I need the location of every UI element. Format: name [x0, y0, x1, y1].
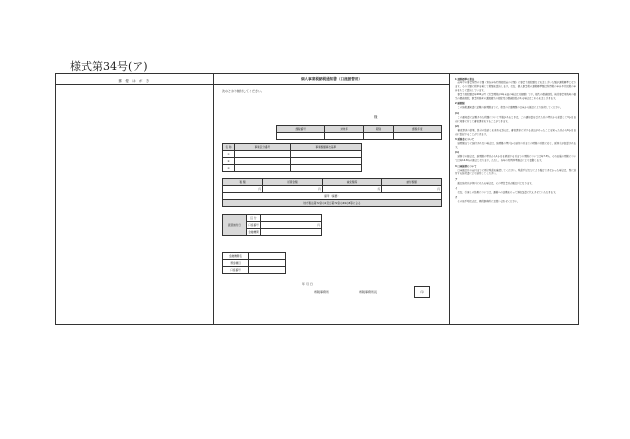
title-divider	[214, 84, 449, 85]
explanation-paragraph: なお、引落しの結果については、通帳への記載をもって領収証書に代えさせていただきます。	[457, 191, 558, 195]
bank-cell	[249, 267, 286, 274]
postcard-label: 郵 便 は が き	[118, 79, 151, 83]
explanation-heading: 2 納期限	[455, 102, 465, 106]
transfer-sub-label: 区 分	[247, 215, 261, 222]
business-cell	[235, 151, 291, 158]
explanation-paragraph: 延滞金の割合は、納期限の翌日から1か月を経過する日までの期間については年7.3％、それ以後の期間については年14.6％の割合となります。ただし、各年の特例基準割合により変動します。	[455, 155, 576, 163]
business-header: 事業区分番号	[235, 144, 291, 151]
tax-info-cell	[277, 133, 325, 140]
tax-info-header: 課税番号	[277, 126, 325, 133]
bank-label: 口座番号	[223, 267, 249, 274]
business-cell	[290, 151, 361, 158]
tax-info-header: 期別	[364, 126, 394, 133]
explanation-paragraph: 納期限までに納付されない場合は、納期限の翌日から納付の日までの期間の日数に応じ、延滞金が加算されます。	[455, 142, 576, 149]
amount-header: 納付税額	[382, 179, 442, 186]
amount-cell-reduction: 円	[322, 186, 382, 193]
explanation-paragraph: 審査請求の結果、処分の取消しを求める訴えは、審査請求に対する裁決があったことを知った日から6か月以内に提起することができます。	[455, 128, 576, 136]
business-table	[222, 143, 362, 172]
transfer-header: 振替納付日	[223, 215, 247, 236]
business-row-mark: ②	[223, 158, 235, 165]
notice-title: 個人事業税納税通知書（口座振替用）	[300, 77, 363, 81]
transfer-cell	[261, 215, 322, 222]
amount-header: 税 額	[223, 179, 263, 186]
explanation-paragraph: 事業主控除額は年290万円（営業期間が1年未満の場合は月割額）です。損失の繰越控除、被災事業用資産の損失の繰越控除、事業用資産の譲渡損失の控除及び繰越控除がある場合はこれらを差し引きます。	[455, 93, 576, 101]
explanation-paragraph: その他不明な点は、県税事務所にお問い合わせください。	[457, 200, 520, 204]
business-cell	[290, 165, 361, 172]
business-row-mark: ①	[223, 151, 235, 158]
explanation-heading: イ	[455, 187, 458, 191]
issuer-officer: 県税事務所長	[359, 290, 378, 294]
recipient-honorific: 様	[374, 115, 378, 119]
tax-info-header: 対象年	[325, 126, 364, 133]
remarks-label: 備考（摘要）	[223, 193, 442, 200]
transfer-cell	[261, 229, 322, 236]
explanation-heading: 1 課税標準の算出	[455, 77, 475, 81]
explanation-heading: (2)	[455, 124, 459, 128]
explanation-text	[455, 76, 576, 204]
explanation-heading: 3 延滞金について	[455, 138, 475, 142]
explanation-paragraph: 前年中の事業所得の金額（青色申告特別控除前の金額）に事業主控除額などを差し引いた額が課税標準となります。その金額に税率を乗じて税額を算出します。なお、個人事業税の課税標準額は所得税の申告や住民税の申告をもとに算出しています。	[455, 81, 576, 93]
business-header: 事業税額算出基準	[290, 144, 361, 151]
business-row-mark: ③	[223, 165, 235, 172]
postcard-sheet	[55, 73, 579, 325]
explanation-paragraph: 振替納付日が休日にあたる場合は、その翌営業日が振替日となります。	[457, 181, 534, 185]
explanation-heading: ウ	[455, 196, 458, 200]
transfer-amount: 円	[261, 222, 322, 229]
tax-info-cell	[325, 133, 364, 140]
business-cell	[235, 158, 291, 165]
explanation-heading: (1)	[455, 111, 459, 115]
explanation-heading: ア	[455, 177, 458, 181]
amount-cell-total: 円	[382, 186, 442, 193]
amount-header: 延滞金額	[263, 179, 323, 186]
notice-intro: 次のとおり納付してください。	[222, 89, 265, 93]
bank-table	[222, 252, 286, 274]
official-seal-box: 印	[414, 286, 430, 298]
explanation-paragraph: この納税通知書に記載の納期限までに、指定の金融機関の口座から振替により納付してください。	[457, 106, 563, 110]
explanation-panel	[450, 74, 580, 324]
bank-label: 金融機関名	[223, 253, 249, 260]
business-cell	[235, 165, 291, 172]
business-cell	[290, 158, 361, 165]
bank-label: 預金種目	[223, 260, 249, 267]
transfer-sub-label: 金融機関	[247, 229, 261, 236]
form-label: 様式第34号(ア)	[70, 60, 148, 73]
bank-cell	[249, 253, 286, 260]
legal-basis-note: 地方税法第72条の2及び第72条の49の8等による	[223, 200, 442, 207]
issue-date: 年 月 日	[302, 282, 313, 286]
tax-info-cell	[364, 133, 394, 140]
tax-info-header: 課税年度	[393, 126, 441, 133]
explanation-heading: 4 口座振替について	[455, 164, 477, 168]
amount-cell-late: 円	[263, 186, 323, 193]
business-header: 名 称	[223, 144, 235, 151]
amount-cell-tax: 円	[223, 186, 263, 193]
transfer-table	[222, 214, 322, 236]
bank-cell	[249, 260, 286, 267]
amount-header: 減免額等	[322, 179, 382, 186]
tax-info-table	[276, 125, 442, 140]
transfer-sub-label: 口座番号	[247, 222, 261, 229]
explanation-heading: (1)	[455, 151, 459, 155]
issuer-office: 県税事務所	[314, 290, 330, 294]
address-panel	[56, 74, 214, 324]
address-divider	[56, 84, 213, 85]
explanation-paragraph: この通知書に記載された税額について不服があるときは、この通知書を受けた日の翌日から起算して3か月以内に知事に対して審査請求をすることができます。	[455, 115, 576, 123]
amount-table	[222, 178, 442, 207]
explanation-paragraph: 口座振替日の前日までに預金残高を確認してください。残高不足などにより振替できなかった場合は、別に送付する納付書により納付してください。	[455, 168, 576, 176]
tax-info-cell	[393, 133, 441, 140]
tax-notice-panel	[214, 74, 450, 324]
